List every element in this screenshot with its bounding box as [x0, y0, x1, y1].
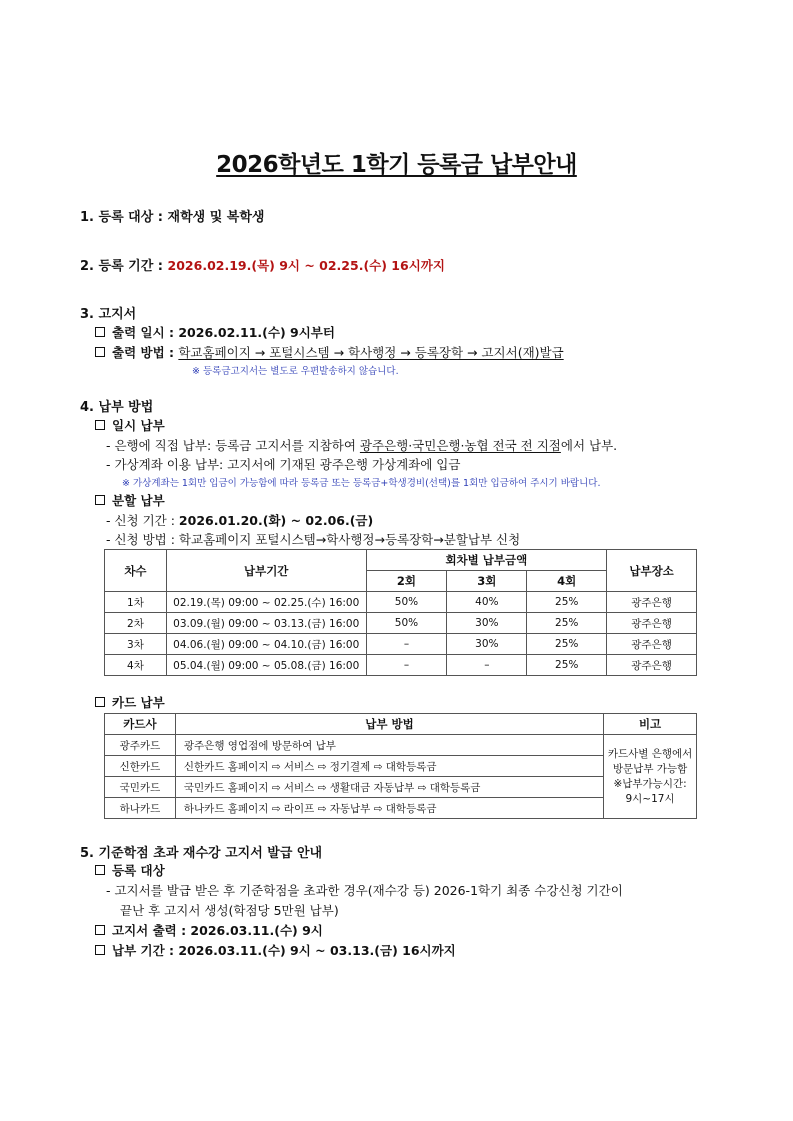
amount-4-cell: 25%	[527, 592, 607, 613]
round-cell: 3차	[105, 634, 167, 655]
card-heading: 카드 납부	[112, 695, 165, 710]
reissue-print: 고지서 출력 : 2026.03.11.(수) 9시	[112, 923, 323, 938]
virtual-account-line: - 가상계좌 이용 납부: 고지서에 기재된 광주은행 가상계좌에 입금	[106, 457, 461, 472]
round-cell: 2차	[105, 613, 167, 634]
bank-pre: - 은행에 직접 납부: 등록금 고지서를 지참하여	[106, 438, 360, 453]
place-cell: 광주은행	[607, 655, 697, 676]
table-row	[105, 634, 697, 655]
section-1-heading: 1. 등록 대상 : 재학생 및 복학생	[80, 210, 265, 225]
checkbox-bullet-icon	[95, 420, 105, 430]
registration-period: 2026.02.19.(목) 9시 ~ 02.25.(수) 16시까지	[167, 258, 445, 273]
card-note-cell	[604, 735, 697, 819]
print-method-label: 출력 방법 :	[112, 345, 179, 360]
card-company-cell: 국민카드	[105, 777, 176, 798]
amount-4-cell: 25%	[527, 655, 607, 676]
reissue-pay-period: 2026.03.11.(수) 9시 ~ 03.13.(금) 16시까지	[178, 943, 456, 958]
section-5-heading: 5. 기준학점 초과 재수강 고지서 발급 안내	[80, 846, 323, 861]
section-2-label: 2. 등록 기간 :	[80, 259, 168, 274]
reissue-pay-line	[95, 941, 456, 959]
print-method-path: 학교홈페이지 → 포털시스템 → 학사행정 → 등록장학 → 고지서(재)발급	[178, 345, 564, 360]
header-card-company: 카드사	[105, 714, 176, 735]
section-2	[80, 255, 445, 274]
print-date: 출력 일시 : 2026.02.11.(수) 9시부터	[112, 325, 335, 340]
checkbox-bullet-icon	[95, 865, 105, 875]
card-method-cell: 국민카드 홈페이지 ⇨ 서비스 ⇨ 생활대금 자동납부 ⇨ 대학등록금	[175, 777, 603, 798]
mail-note: ※ 등록금고지서는 별도로 우편발송하지 않습니다.	[192, 366, 399, 377]
card-method-cell: 광주은행 영업점에 방문하여 납부	[175, 735, 603, 756]
install-heading-line	[95, 491, 165, 509]
amount-3-cell: –	[447, 655, 527, 676]
install-period-line	[106, 511, 373, 529]
header-2-times: 2회	[366, 571, 447, 592]
print-date-line	[95, 323, 335, 341]
card-company-cell: 하나카드	[105, 798, 176, 819]
install-period-label: - 신청 기간 :	[106, 513, 179, 528]
round-cell: 4차	[105, 655, 167, 676]
bank-post: 에서 납부.	[560, 438, 618, 453]
page-title: 2026학년도 1학기 등록금 납부안내	[216, 152, 577, 178]
virtual-account-note: ※ 가상계좌는 1회만 입금이 가능함에 따라 등록금 또는 등록금+학생경비(선택)를 1회만 입금하여 주시기 바랍니다.	[122, 478, 601, 489]
lump-heading: 일시 납부	[112, 418, 165, 433]
install-period: 2026.01.20.(화) ~ 02.06.(금)	[178, 513, 374, 528]
table-row	[105, 735, 697, 756]
round-cell: 1차	[105, 592, 167, 613]
table-row	[105, 592, 697, 613]
target-heading-line	[95, 861, 165, 879]
install-heading: 분할 납부	[112, 493, 165, 508]
header-card-note: 비고	[604, 714, 697, 735]
reissue-pay-label: 납부 기간 :	[112, 943, 179, 958]
table-row	[105, 613, 697, 634]
card-method-cell: 하나카드 홈페이지 ⇨ 라이프 ⇨ 자동납부 ⇨ 대학등록금	[175, 798, 603, 819]
section-4-heading: 4. 납부 방법	[80, 400, 154, 415]
card-note-line: ※납부가능시간:	[613, 777, 687, 790]
checkbox-bullet-icon	[95, 945, 105, 955]
card-table	[104, 713, 697, 819]
header-period: 납부기간	[166, 550, 366, 592]
checkbox-bullet-icon	[95, 697, 105, 707]
header-amount-group: 회차별 납부금액	[366, 550, 607, 571]
reissue-print-line	[95, 921, 323, 939]
card-note-line: 9시~17시	[625, 792, 675, 805]
period-cell: 03.09.(월) 09:00 ~ 03.13.(금) 16:00	[166, 613, 366, 634]
amount-2-cell: –	[366, 655, 447, 676]
amount-2-cell: 50%	[366, 592, 447, 613]
checkbox-bullet-icon	[95, 495, 105, 505]
section-3-heading: 3. 고지서	[80, 307, 137, 322]
amount-4-cell: 25%	[527, 613, 607, 634]
checkbox-bullet-icon	[95, 327, 105, 337]
target-line-2: 끝난 후 고지서 생성(학점당 5만원 납부)	[120, 903, 339, 918]
header-card-method: 납부 방법	[175, 714, 603, 735]
lump-heading-line	[95, 416, 165, 434]
period-cell: 02.19.(목) 09:00 ~ 02.25.(수) 16:00	[166, 592, 366, 613]
card-note-line: 카드사별 은행에서	[607, 747, 693, 760]
amount-4-cell: 25%	[527, 634, 607, 655]
place-cell: 광주은행	[607, 592, 697, 613]
checkbox-bullet-icon	[95, 347, 105, 357]
header-4-times: 4회	[527, 571, 607, 592]
card-company-cell: 광주카드	[105, 735, 176, 756]
amount-2-cell: 50%	[366, 613, 447, 634]
card-method-cell: 신한카드 홈페이지 ⇨ 서비스 ⇨ 정기결제 ⇨ 대학등록금	[175, 756, 603, 777]
header-round: 차수	[105, 550, 167, 592]
install-method: - 신청 방법 : 학교홈페이지 포털시스템→학사행정→등록장학→분할납부 신청	[106, 532, 521, 547]
place-cell: 광주은행	[607, 613, 697, 634]
bank-payment-line	[106, 436, 617, 454]
period-cell: 05.04.(월) 09:00 ~ 05.08.(금) 16:00	[166, 655, 366, 676]
amount-3-cell: 30%	[447, 634, 527, 655]
header-3-times: 3회	[447, 571, 527, 592]
place-cell: 광주은행	[607, 634, 697, 655]
amount-2-cell: –	[366, 634, 447, 655]
amount-3-cell: 40%	[447, 592, 527, 613]
print-method-line	[95, 343, 564, 361]
card-note-line: 방문납부 가능함	[612, 762, 688, 775]
target-line-1: - 고지서를 발급 받은 후 기준학점을 초과한 경우(재수강 등) 2026-1학기 최종 수강신청 기간이	[106, 883, 623, 898]
amount-3-cell: 30%	[447, 613, 527, 634]
table-row	[105, 655, 697, 676]
card-heading-line	[95, 693, 165, 711]
target-heading: 등록 대상	[112, 863, 165, 878]
header-place: 납부장소	[607, 550, 697, 592]
installment-table	[104, 549, 697, 676]
bank-branches: 광주은행·국민은행·농협 전국 전 지점	[359, 438, 561, 453]
period-cell: 04.06.(월) 09:00 ~ 04.10.(금) 16:00	[166, 634, 366, 655]
card-company-cell: 신한카드	[105, 756, 176, 777]
checkbox-bullet-icon	[95, 925, 105, 935]
